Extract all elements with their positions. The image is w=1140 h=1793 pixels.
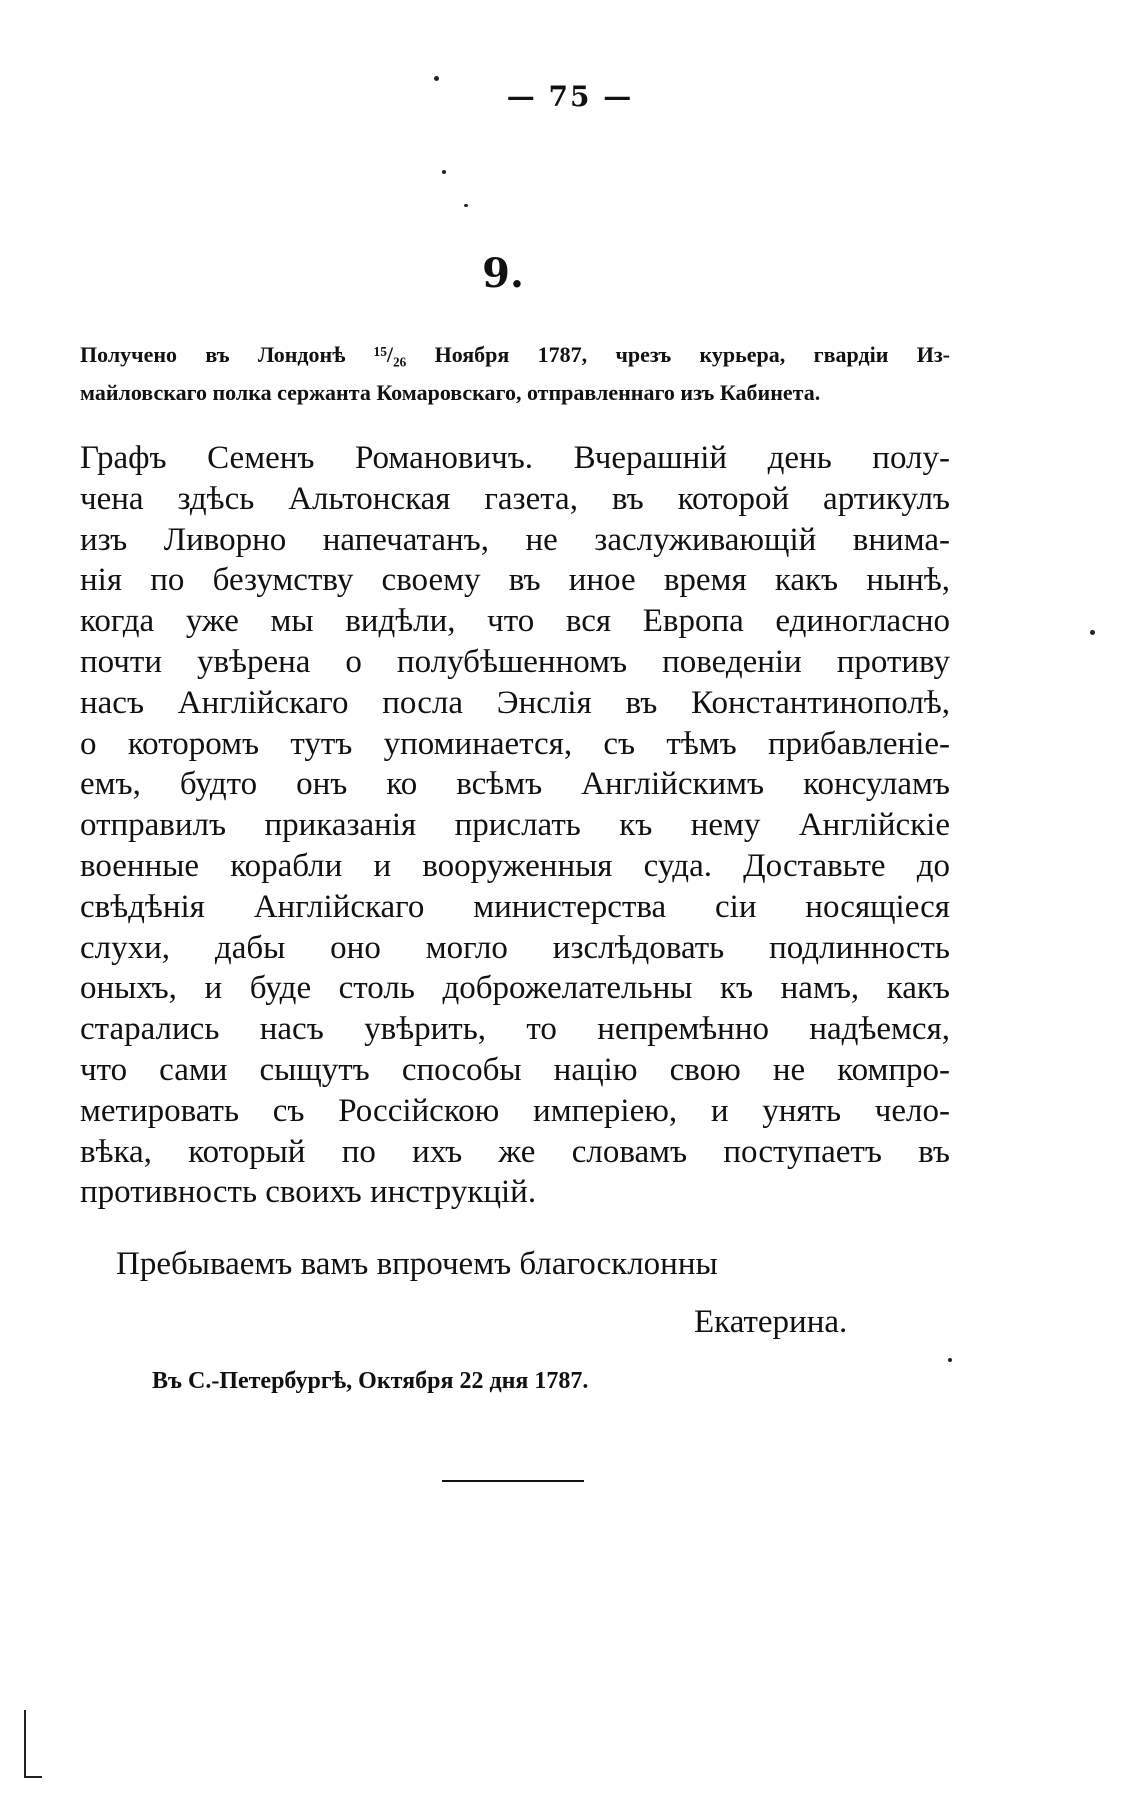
letter-line: чена здѣсь Альтонская газета, въ которой артикулъ xyxy=(80,480,950,517)
letter-line: почти увѣрена о полубѣшенномъ поведеніи противу xyxy=(80,643,950,680)
date-line: Въ С.-Петербургѣ, Октября 22 дня 1787. xyxy=(152,1368,589,1394)
letter-line: метировать съ Россійскою имперіею, и унять чело- xyxy=(80,1092,950,1129)
letter-line: старались насъ увѣрить, то непремѣнно надѣемся, xyxy=(80,1011,950,1048)
letter-line: что сами сыщутъ способы націю свою не компро- xyxy=(80,1051,950,1088)
print-speck xyxy=(464,204,468,207)
letter-line: изъ Ливорно напечатанъ, не заслуживающій внима- xyxy=(80,521,950,558)
document-number: 9. xyxy=(482,250,524,297)
letter-line: оныхъ, и буде столь доброжелательны къ намъ, какъ xyxy=(80,970,950,1007)
letter-line: свѣдѣнія Англійскаго министерства сіи носящіеся xyxy=(80,888,950,925)
letter-line: слухи, дабы оно могло изслѣдовать подлинность xyxy=(80,929,950,966)
receipt-note-line: майловскаго полка сержанта Комаровскаго, отправленнаго изъ Кабинета. xyxy=(80,380,821,405)
receipt-note-line: Получено въ Лондонѣ ¹⁵/₂₆ Ноября 1787, чрезъ курьера, гвардіи Из- xyxy=(80,342,950,367)
signature: Екатерина. xyxy=(694,1304,848,1340)
letter-line: военные корабли и вооруженныя суда. Доставьте до xyxy=(80,847,950,884)
print-speck xyxy=(1090,630,1095,635)
page-number: — 75 — xyxy=(506,80,634,113)
scan-corner-mark xyxy=(24,1710,42,1778)
letter-line: отправилъ приказанія прислать къ нему Англійскіе xyxy=(80,807,950,844)
letter-line: емъ, будто онъ ко всѣмъ Англійскимъ консуламъ xyxy=(80,766,950,803)
letter-line: нія по безумству своему въ иное время какъ нынѣ, xyxy=(80,562,950,599)
closing-phrase: Пребываемъ вамъ впрочемъ благосклонны xyxy=(116,1246,718,1282)
print-speck xyxy=(948,1358,952,1362)
letter-body xyxy=(80,438,950,1213)
letter-line: Графъ Семенъ Романовичъ. Вчерашній день полу- xyxy=(80,440,950,476)
receipt-note xyxy=(80,336,950,412)
letter-line: когда уже мы видѣли, что вся Европа единогласно xyxy=(80,603,950,640)
letter-line: противность своихъ инструкцій. xyxy=(80,1174,537,1211)
letter-line: о которомъ тутъ упоминается, съ тѣмъ прибавленіе- xyxy=(80,725,950,762)
letter-line: насъ Англійскаго посла Энслія въ Константинополѣ, xyxy=(80,684,950,721)
section-divider xyxy=(442,1480,584,1482)
print-speck xyxy=(434,76,439,81)
print-speck xyxy=(442,170,446,174)
letter-line: вѣка, который по ихъ же словамъ поступаетъ въ xyxy=(80,1133,950,1170)
